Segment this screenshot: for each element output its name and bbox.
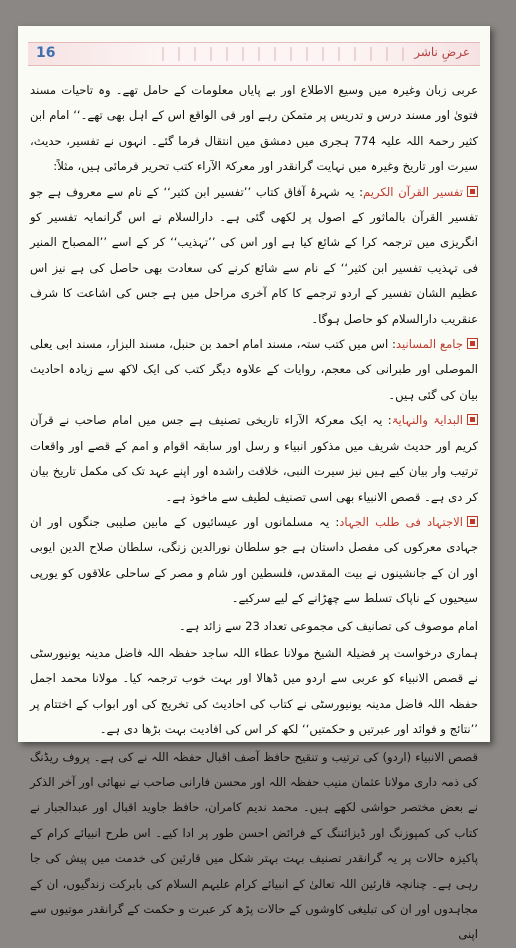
square-bullet-icon bbox=[467, 338, 478, 349]
page-number: 16 bbox=[36, 45, 56, 61]
works-count-paragraph: امام موصوف کی تصانیف کی مجموعی تعداد 23 سے زائد ہے۔ bbox=[179, 618, 478, 633]
square-bullet-icon bbox=[467, 186, 478, 197]
section-heading: تفسیر القرآن الکریم bbox=[363, 184, 463, 199]
book-logo: عرضِ ناشر bbox=[414, 45, 470, 59]
section-text: : یہ ایک معرکۃ الآراء تاریخی تصنیف ہے جس میں امام صاحب نے قرآن کریم اور حدیث شریف میں مذکور انبیاء و رسل اور سابقہ اقوام و امم کے قصے اور واقعات ترتیب وار بیان کیے ہیں نیز سیرت النبی، خلافت راشدہ اور اپنے عہد تک کی مکمل تاریخ بیان کر دی ہے۔ قصص الانبیاء بھی اسی تصنیف لطیف سے ماخوذ ہے۔ bbox=[30, 413, 478, 504]
section-ijtihad bbox=[30, 510, 478, 612]
square-bullet-icon bbox=[467, 516, 478, 527]
page-body bbox=[30, 76, 478, 948]
section-text: : اس میں کتب ستہ، مسند امام احمد بن حنبل، مسند البزار، مسند ابی یعلی الموصلی اور طبرانی کی معجم، روایات کے علاوہ دیگر کتب کی ایک لاکھ سے زیادہ احادیث بیان کی گئی ہیں۔ bbox=[30, 337, 478, 402]
section-text: : یہ مسلمانوں اور عیسائیوں کے مابین صلیبی جنگوں اور ان جہادی معرکوں کی مفصل داستان ہے جو سلطان نورالدین زنگی، سلطان صلاح الدین ایوبی اور ان کے جانشینوں نے بیت المقدس، فلسطین اور شام و مصر کے ساحلی علاقوں کو یورپی سیحیوں کے ناپاک تسلط سے چھڑانے کے لیے سرکیے۔ bbox=[30, 514, 478, 606]
square-bullet-icon bbox=[467, 414, 478, 425]
header-ornament bbox=[148, 47, 408, 61]
section-jami bbox=[30, 332, 478, 408]
section-tafsir bbox=[30, 180, 478, 332]
section-heading: جامع المسانید bbox=[395, 337, 463, 352]
section-text: : یہ شہرۂ آفاق کتاب ’’تفسیر ابن کثیر‘‘ کے نام سے معروف ہے جو تفسیر القرآن بالماثور کے اصول پر لکھی گئی ہے۔ دارالسلام نے اس گرانمایہ تفسیر کو انگریزی میں ترجمہ کرا کے شائع کیا ہے اور اس کی ’’تہذیب‘‘ کر کے اسے ’’المصباح المنیر فی تہذیب تفسیر ابن کثیر‘‘ کے نام سے شائع کرنے کی سعادت بھی حاصل کی ہے نیز اس عظیم الشان تفسیر کے اردو ترجمے کا کام آخری مراحل میں ہے جس کی اشاعت کا شرف عنقریب دارالسلام کو حاصل ہوگا۔ bbox=[30, 184, 478, 326]
section-bidaya bbox=[30, 408, 478, 510]
page-header bbox=[28, 42, 480, 66]
section-heading: الاجتہاد فی طلب الجہاد bbox=[339, 514, 464, 529]
section-heading: البدایۃ والنہایۃ bbox=[391, 413, 463, 428]
translation-paragraph: ہماری درخواست پر فضیلۃ الشیخ مولانا عطاء اللہ ساجد حفظہ اللہ فاضل مدینہ یونیورسٹی نے قصص الانبیاء کو عربی سے اردو میں ڈھالا اور بہت خوب ترجمہ کیا۔ مولانا محمد اجمل حفظہ اللہ فاضل مدینہ یونیورسٹی نے کتاب کی احادیث کی تخریج کی اور ابواب کے اختتام پر ’’نتائج و فوائد اور عبرتیں و حکمتیں‘‘ لکھ کر اس کی افادیت بہت بڑھا دی ہے۔ bbox=[30, 645, 478, 737]
book-page bbox=[18, 26, 490, 942]
editing-paragraph: قصص الانبیاء (اردو) کی ترتیب و تنقیح حافظ آصف اقبال حفظہ اللہ نے کی ہے۔ پروف ریڈنگ کی ذمہ داری مولانا عثمان منیب حفظہ اللہ اور محسن فارانی صاحب نے نبھائی اور آخر الذکر نے بعض مختصر حواشی لکھے ہیں۔ محمد ندیم کامران، حافظ جاوید اقبال اور عبدالجبار نے کتاب کی کمپوزنگ اور ڈیزائننگ کے فرائض احسن طور پر ادا کیے۔ اس طرح انبیائے کرام کے پاکیزہ حالات پر یہ گرانقدر تصنیف بہت بہتر شکل میں قارئین کی خدمت میں پیش کی جا رہی ہے۔ چنانچہ قارئین اللہ تعالیٰ کے انبیائے کرام علیہم السلام کی بابرکت زندگیوں، ان کے مجاہدوں اور ان کی تبلیغی کاوشوں کے حالات پڑھ کر عبرت و حکمت کے گرانقدر موتیوں سے اپنی bbox=[30, 749, 478, 942]
intro-paragraph: عربی زبان وغیرہ میں وسیع الاطلاع اور بے پایاں معلومات کے حامل تھے۔ وہ تاحیات مسند فتویٰ اور مسند درس و تدریس پر متمکن رہے اور فی الواقع اس کے اہل بھی تھے۔‘‘ امام ابن کثیر رحمۃ اللہ علیہ 774 ہجری میں دمشق میں انتقال فرما گئے۔ انہوں نے تفسیر، حدیث، سیرت اور تاریخ وغیرہ میں نہایت گرانقدر اور معرکۃ الآراء کتب تحریر فرمائی ہیں، مثلاً: bbox=[30, 83, 478, 174]
